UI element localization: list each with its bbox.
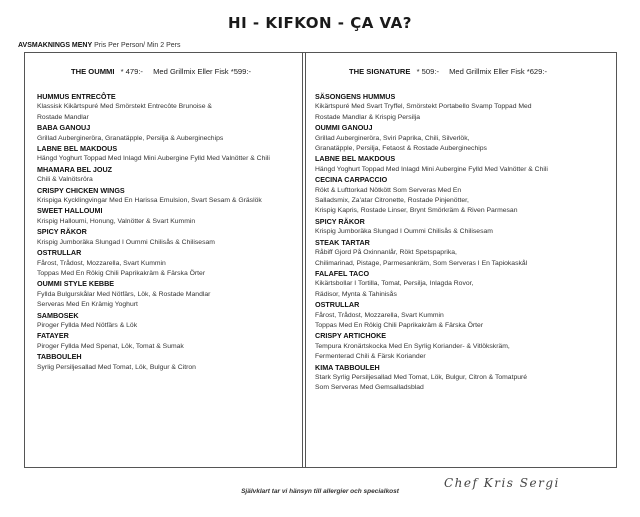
dish-name: FALAFEL TACO bbox=[315, 268, 370, 278]
allergy-footnote: Självklart tar vi hänsyn till allergier och specialkost bbox=[241, 488, 399, 495]
dish-description: Rökt & Lufttorkad Nötkött Som Serveras Med En bbox=[315, 186, 462, 194]
dish-description: Kikärtspuré Med Svart Tryffel, Smörstekt Portabello Svamp Toppad Med bbox=[315, 103, 532, 111]
menu-column-signature bbox=[315, 65, 611, 394]
dish-description: Krispig Halloumi, Honung, Valnötter & Svart Kummin bbox=[37, 217, 196, 225]
dish-name: OUMMI GANOUJ bbox=[315, 123, 373, 133]
dish-item bbox=[37, 186, 299, 207]
dish-name: SÄSONGENS HUMMUS bbox=[315, 92, 396, 101]
dish-description: Salladsmix, Za'atar Citronette, Rostade Pinjenötter, bbox=[315, 197, 469, 205]
dish-description: Rädisor, Mynta & Tahinisås bbox=[315, 290, 397, 298]
dish-list bbox=[37, 92, 299, 373]
dish-description: Chilimarinad, Pistage, Parmesankräm, Som Serveras I En Tapiokaskål bbox=[315, 259, 528, 267]
dish-item bbox=[315, 363, 611, 394]
dish-name: LABNE BEL MAKDOUS bbox=[37, 144, 118, 154]
menu-header-oummi bbox=[71, 65, 299, 78]
dish-description: Syrlig Persiljesallad Med Tomat, Lök, Bulgur & Citron bbox=[37, 363, 196, 371]
dish-item bbox=[37, 227, 299, 248]
dish-name: CRISPY CHICKEN WINGS bbox=[37, 185, 125, 195]
dish-name: MHAMARA BEL JOUZ bbox=[37, 164, 113, 174]
dish-item bbox=[315, 175, 611, 217]
column-divider bbox=[302, 53, 303, 467]
dish-name: OSTRULLAR bbox=[315, 300, 360, 310]
dish-item bbox=[37, 331, 299, 352]
dish-item bbox=[315, 92, 611, 123]
dish-name: LABNE BEL MAKDOUS bbox=[315, 154, 396, 164]
menu-column-oummi bbox=[37, 65, 299, 373]
dish-description: Tempura Kronärtskocka Med En Syrlig Koriander- & Vitlökskräm, bbox=[315, 342, 510, 350]
menu-option-price: *629:- bbox=[526, 67, 548, 76]
chef-signature: Chef Kris Sergi bbox=[444, 476, 560, 490]
dish-item bbox=[315, 238, 611, 269]
page-title: HI - KIFKON - ÇA VA? bbox=[228, 14, 412, 32]
dish-description: Toppas Med En Rökig Chili Paprikakräm & Färska Örter bbox=[315, 321, 484, 329]
dish-item bbox=[315, 154, 611, 175]
dish-description: Toppas Med En Rökig Chili Paprikakräm & Färska Örter bbox=[37, 269, 206, 277]
dish-name: OUMMI STYLE KEBBE bbox=[37, 279, 115, 289]
dish-description: Granatäpple, Persilja, Fetaost & Rostade Auberginechips bbox=[315, 145, 487, 153]
menu-header-signature bbox=[349, 65, 611, 78]
dish-description: Fårost, Trådost, Mozzarella, Svart Kummin bbox=[37, 259, 166, 267]
dish-description: Piroger Fyllda Med Nötfärs & Lök bbox=[37, 321, 138, 329]
dish-name: SPICY RÄKOR bbox=[315, 216, 365, 226]
dish-description: Krispig Jumboräka Slungad I Oummi Chilisås & Chilisesam bbox=[37, 238, 215, 246]
dish-name: SPICY RÄKOR bbox=[37, 227, 87, 237]
dish-name: KIMA TABBOULEH bbox=[315, 362, 380, 372]
dish-name: CECINA CARPACCIO bbox=[315, 175, 388, 185]
menu-name: THE SIGNATURE bbox=[349, 67, 411, 76]
dish-description: Krispig Jumboräka Slungad I Oummi Chilisås & Chilisesam bbox=[315, 228, 493, 236]
dish-item bbox=[37, 123, 299, 144]
dish-item bbox=[315, 269, 611, 300]
dish-description: Hängd Yoghurt Toppad Med Inlagd Mini Aubergine Fylld Med Valnötter & Chili bbox=[315, 165, 548, 173]
dish-item bbox=[315, 331, 611, 362]
dish-description: Krispig Kapris, Rostade Linser, Brynt Smörkräm & Riven Parmesan bbox=[315, 207, 518, 215]
dish-description: Piroger Fyllda Med Spenat, Lök, Tomat & Sumak bbox=[37, 342, 184, 350]
dish-name: BABA GANOUJ bbox=[37, 123, 91, 133]
dish-description: Råbiff Gjord På Oxinnanlår, Rökt Spetspaprika, bbox=[315, 249, 457, 257]
dish-description: Klassisk Kikärtspuré Med Smörstekt Entrecôte Brunoise & bbox=[37, 103, 212, 111]
dish-item bbox=[315, 123, 611, 154]
dish-item bbox=[315, 217, 611, 238]
menu-frame bbox=[24, 52, 617, 468]
menu-option: Med Grillmix Eller Fisk bbox=[449, 67, 525, 76]
dish-description: Fårost, Trådost, Mozzarella, Svart Kummin bbox=[315, 311, 444, 319]
dish-name: SAMBOSEK bbox=[37, 310, 79, 320]
dish-description: Grillad Aubergineröra, Sviri Paprika, Chili, Silverlök, bbox=[315, 134, 470, 142]
column-divider-inner bbox=[305, 53, 306, 467]
dish-item bbox=[37, 165, 299, 186]
dish-description: Serveras Med En Krämig Yoghurt bbox=[37, 301, 138, 309]
dish-description: Fyllda Bulgurskålar Med Nötfärs, Lök, & Rostade Mandlar bbox=[37, 290, 211, 298]
dish-name: FATAYER bbox=[37, 331, 69, 341]
dish-description: Krispiga Kycklingvingar Med En Harissa Emulsion, Svart Sesam & Gräslök bbox=[37, 197, 262, 205]
tasting-menu-label: AVSMAKNINGS MENY bbox=[18, 42, 93, 49]
dish-item bbox=[37, 206, 299, 227]
dish-description: Rostade Mandlar bbox=[37, 113, 89, 121]
dish-item bbox=[37, 144, 299, 165]
dish-item bbox=[37, 311, 299, 332]
dish-name: SWEET HALLOUMI bbox=[37, 206, 103, 216]
menu-option-price: *599:- bbox=[230, 67, 251, 76]
dish-item bbox=[37, 279, 299, 310]
tasting-menu-subhead bbox=[18, 42, 180, 49]
menu-name: THE OUMMI bbox=[71, 67, 115, 76]
dish-name: TABBOULEH bbox=[37, 352, 82, 362]
dish-description: Hängd Yoghurt Toppad Med Inlagd Mini Aubergine Fylld Med Valnötter & Chili bbox=[37, 155, 270, 163]
tasting-menu-price-note: Pris Per Person/ Min 2 Pers bbox=[94, 42, 181, 49]
dish-description: Fermenterad Chili & Färsk Koriander bbox=[315, 353, 426, 361]
dish-list bbox=[315, 92, 611, 394]
dish-description: Stark Syrlig Persiljesallad Med Tomat, Lök, Bulgur, Citron & Tomatpuré bbox=[315, 373, 528, 381]
dish-description: Grillad Aubergineröra, Granatäpple, Persilja & Auberginechips bbox=[37, 134, 224, 142]
menu-option: Med Grillmix Eller Fisk bbox=[153, 67, 229, 76]
dish-name: OSTRULLAR bbox=[37, 248, 82, 258]
dish-description: Som Serveras Med Gemsalladsblad bbox=[315, 384, 424, 392]
dish-item bbox=[315, 300, 611, 331]
dish-item bbox=[37, 352, 299, 373]
dish-name: CRISPY ARTICHOKE bbox=[315, 331, 387, 341]
dish-name: STEAK TARTAR bbox=[315, 237, 370, 247]
dish-description: Chili & Valnötsröra bbox=[37, 176, 93, 184]
dish-description: Kikärtsbollar I Tortilla, Tomat, Persilja, Inlagda Rovor, bbox=[315, 280, 474, 288]
dish-item bbox=[37, 92, 299, 123]
dish-description: Rostade Mandlar & Krispig Persilja bbox=[315, 113, 421, 121]
menu-price: * 509:- bbox=[416, 67, 439, 76]
dish-item bbox=[37, 248, 299, 279]
dish-name: HUMMUS ENTRECÔTE bbox=[37, 92, 116, 101]
menu-price: * 479:- bbox=[120, 67, 143, 76]
